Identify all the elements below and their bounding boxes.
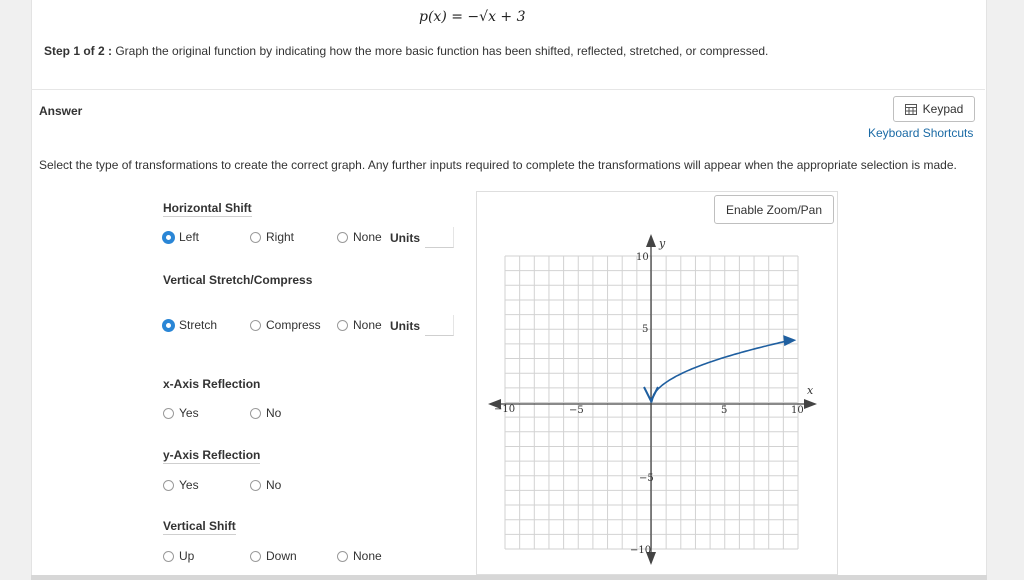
radio-label: Right: [266, 230, 295, 244]
radio-icon: [250, 320, 261, 331]
radio-icon: [163, 480, 174, 491]
keypad-icon: [905, 104, 917, 115]
vertical-stretch-title: Vertical Stretch/Compress: [163, 273, 313, 287]
radio-label: Yes: [179, 406, 199, 420]
enable-zoom-pan-button[interactable]: Enable Zoom/Pan: [714, 195, 834, 224]
horizontal-shift-right-radio[interactable]: [250, 230, 294, 244]
vertical-stretch-none-radio[interactable]: [337, 318, 382, 332]
x-axis-label: x: [807, 384, 814, 397]
y-reflection-title: y-Axis Reflection: [163, 448, 261, 462]
x-axis-right-arrow-icon: [804, 399, 817, 409]
y-axis-up-arrow-icon: [646, 234, 656, 247]
vertical-shift-none-radio[interactable]: [337, 549, 382, 563]
function-curve[interactable]: [652, 341, 787, 402]
radio-icon: [337, 320, 348, 331]
step-counter: Step 1 of 2 :: [44, 44, 113, 58]
vertical-stretch-radio[interactable]: [163, 318, 217, 332]
radio-icon: [250, 408, 261, 419]
radio-icon: [163, 408, 174, 419]
radio-selected-icon: [163, 320, 174, 331]
radio-icon: [337, 551, 348, 562]
radio-label: Up: [179, 549, 195, 563]
function-formula: p(x) = −√x + 3: [419, 9, 526, 25]
radio-label: Stretch: [179, 318, 218, 332]
radio-label: Compress: [266, 318, 321, 332]
keypad-button[interactable]: [893, 96, 975, 122]
radio-label: None: [353, 318, 382, 332]
vertical-shift-down-radio[interactable]: [250, 549, 297, 563]
horizontal-shift-title: Horizontal Shift: [163, 201, 252, 215]
vertical-compress-radio[interactable]: [250, 318, 321, 332]
vertical-stretch-units-label: Units: [390, 319, 420, 333]
radio-selected-icon: [163, 232, 174, 243]
x-tick-label: −10: [494, 404, 516, 415]
radio-icon: [163, 551, 174, 562]
radio-label: Down: [266, 549, 297, 563]
vertical-shift-title: Vertical Shift: [163, 519, 236, 533]
curve-arrow-icon: [783, 335, 796, 346]
step-text: Graph the original function by indicating how the more basic function has been shifted, reflected, stretched, or compressed.: [112, 44, 769, 58]
radio-label: No: [266, 478, 282, 492]
y-tick-label: 10: [636, 252, 649, 263]
answer-label: Answer: [39, 104, 83, 118]
horizontal-units-input[interactable]: [425, 227, 454, 248]
keypad-label: Keypad: [922, 102, 964, 116]
y-reflection-no-radio[interactable]: [250, 478, 281, 492]
y-tick-label: −5: [639, 473, 654, 484]
keyboard-shortcuts-link[interactable]: Keyboard Shortcuts: [868, 126, 974, 140]
radio-icon: [337, 232, 348, 243]
x-reflection-no-radio[interactable]: [250, 406, 281, 420]
bottom-bar: [31, 575, 987, 580]
horizontal-shift-left-radio[interactable]: [163, 230, 199, 244]
instructions-text: Select the type of transformations to create the correct graph. Any further inputs required to complete the transformations will appear when the appropriate selection is made.: [39, 158, 957, 172]
radio-label: None: [353, 230, 382, 244]
vertical-shift-up-radio[interactable]: [163, 549, 194, 563]
horizontal-units-label: Units: [390, 231, 420, 245]
y-axis-label: y: [659, 237, 666, 250]
x-reflection-title: x-Axis Reflection: [163, 377, 261, 391]
y-tick-label: −10: [630, 545, 652, 556]
x-tick-label: −5: [569, 405, 584, 416]
radio-icon: [250, 551, 261, 562]
x-tick-label: 5: [721, 405, 728, 416]
radio-label: Left: [179, 230, 200, 244]
radio-label: Yes: [179, 478, 199, 492]
x-reflection-yes-radio[interactable]: [163, 406, 199, 420]
horizontal-shift-none-radio[interactable]: [337, 230, 382, 244]
step-instruction: [44, 44, 768, 58]
radio-label: None: [353, 549, 382, 563]
radio-icon: [250, 232, 261, 243]
y-reflection-yes-radio[interactable]: [163, 478, 199, 492]
radio-icon: [250, 480, 261, 491]
x-tick-label: 10: [791, 405, 804, 416]
y-tick-label: 5: [642, 324, 649, 335]
divider: [31, 89, 985, 90]
radio-label: No: [266, 406, 282, 420]
graph-canvas[interactable]: [476, 191, 838, 575]
vertical-stretch-units-input[interactable]: [425, 315, 454, 336]
